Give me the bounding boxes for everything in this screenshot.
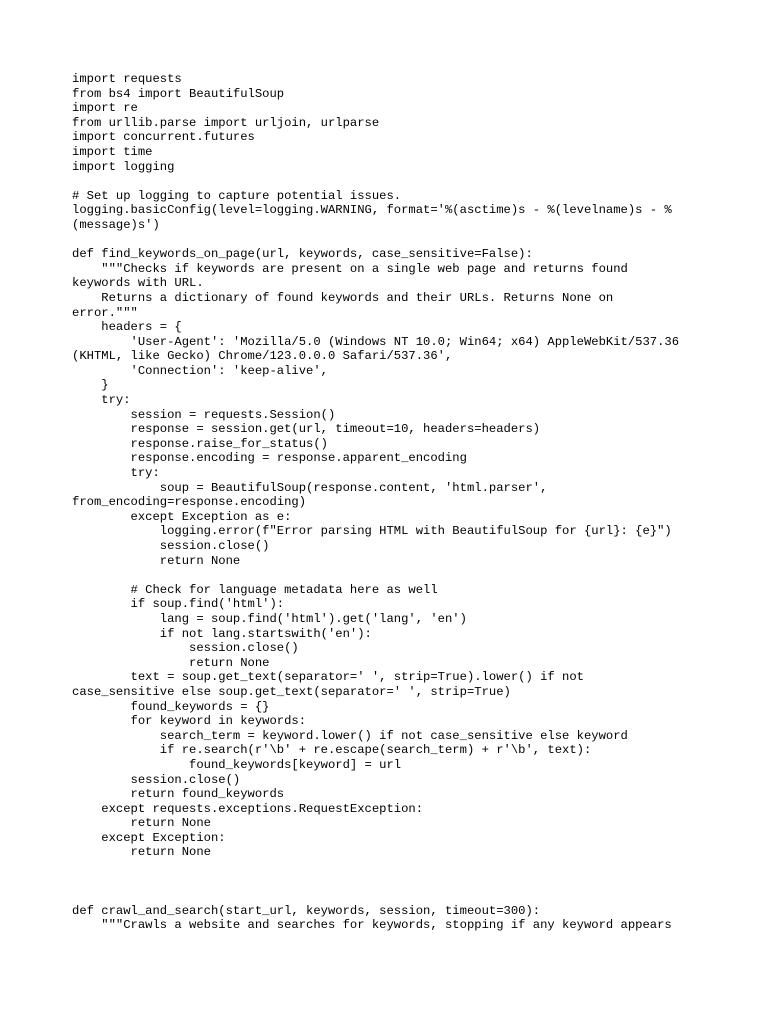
code-block <box>72 72 712 933</box>
code-line: """Checks if keywords are present on a single web page and returns found <box>72 261 628 276</box>
code-line: except requests.exceptions.RequestException: <box>72 801 424 816</box>
code-line <box>72 860 712 875</box>
code-line <box>72 875 712 890</box>
code-line: if re.search(r'\b' + re.escape(search_term) + r'\b', text): <box>72 743 592 758</box>
code-line: logging.error(f"Error parsing HTML with BeautifulSoup for {url}: {e}") <box>72 524 672 539</box>
code-line: response = session.get(url, timeout=10, headers=headers) <box>72 422 541 437</box>
code-line: from_encoding=response.encoding) <box>72 495 307 510</box>
code-line: def crawl_and_search(start_url, keywords, session, timeout=300): <box>72 903 541 918</box>
code-line: Returns a dictionary of found keywords and their URLs. Returns None on <box>72 290 614 305</box>
code-line: session.close() <box>72 539 270 553</box>
code-line: case_sensitive else soup.get_text(separator=' ', strip=True) <box>72 684 511 699</box>
code-line: import logging <box>72 159 175 174</box>
code-line: lang = soup.find('html').get('lang', 'en') <box>72 611 467 626</box>
code-line: logging.basicConfig(level=logging.WARNING, format='%(asctime)s - %(levelname)s - % <box>72 203 672 218</box>
code-line: import re <box>72 101 138 116</box>
code-line: 'User-Agent': 'Mozilla/5.0 (Windows NT 10.0; Win64; x64) AppleWebKit/537.36 <box>72 334 680 349</box>
code-line <box>72 889 712 904</box>
code-line: try: <box>72 466 160 481</box>
code-line: from urllib.parse import urljoin, urlparse <box>72 115 380 130</box>
code-line <box>72 233 712 248</box>
code-line: error.""" <box>72 305 138 320</box>
code-line: except Exception as e: <box>72 509 292 524</box>
code-line: search_term = keyword.lower() if not case_sensitive else keyword <box>72 728 628 743</box>
code-line: return None <box>72 553 241 568</box>
code-line: response.raise_for_status() <box>72 436 328 451</box>
code-line: found_keywords[keyword] = url <box>72 757 402 772</box>
code-line: (KHTML, like Gecko) Chrome/123.0.0.0 Safari/537.36', <box>72 349 453 364</box>
code-line: (message)s') <box>72 217 160 232</box>
code-line: found_keywords = {} <box>72 699 270 714</box>
code-line: import time <box>72 144 153 159</box>
code-line: import requests <box>72 72 182 86</box>
code-line: session = requests.Session() <box>72 407 336 422</box>
code-line: import concurrent.futures <box>72 130 255 145</box>
code-line: headers = { <box>72 320 182 335</box>
code-line: """Crawls a website and searches for keywords, stopping if any keyword appears <box>72 918 672 933</box>
code-line: 'Connection': 'keep-alive', <box>72 363 328 378</box>
code-line: from bs4 import BeautifulSoup <box>72 86 285 101</box>
code-line: session.close() <box>72 772 241 787</box>
code-line: # Set up logging to capture potential issues. <box>72 188 402 203</box>
code-line: return None <box>72 655 270 670</box>
code-line <box>72 174 712 189</box>
code-line: response.encoding = response.apparent_encoding <box>72 451 467 466</box>
code-line: keywords with URL. <box>72 276 204 291</box>
code-line: if soup.find('html'): <box>72 597 285 612</box>
code-line: for keyword in keywords: <box>72 714 307 729</box>
code-line: except Exception: <box>72 830 226 845</box>
code-line: return found_keywords <box>72 787 285 802</box>
code-line <box>72 568 712 583</box>
code-line: if not lang.startswith('en'): <box>72 626 372 641</box>
code-line: return None <box>72 845 211 860</box>
code-line: # Check for language metadata here as well <box>72 582 438 597</box>
code-line: try: <box>72 393 131 408</box>
code-line: } <box>72 378 109 393</box>
code-line: session.close() <box>72 641 299 656</box>
code-line: return None <box>72 816 211 831</box>
code-line: soup = BeautifulSoup(response.content, 'html.parser', <box>72 480 548 495</box>
code-line: text = soup.get_text(separator=' ', strip=True).lower() if not <box>72 670 584 685</box>
code-line: def find_keywords_on_page(url, keywords, case_sensitive=False): <box>72 247 533 262</box>
